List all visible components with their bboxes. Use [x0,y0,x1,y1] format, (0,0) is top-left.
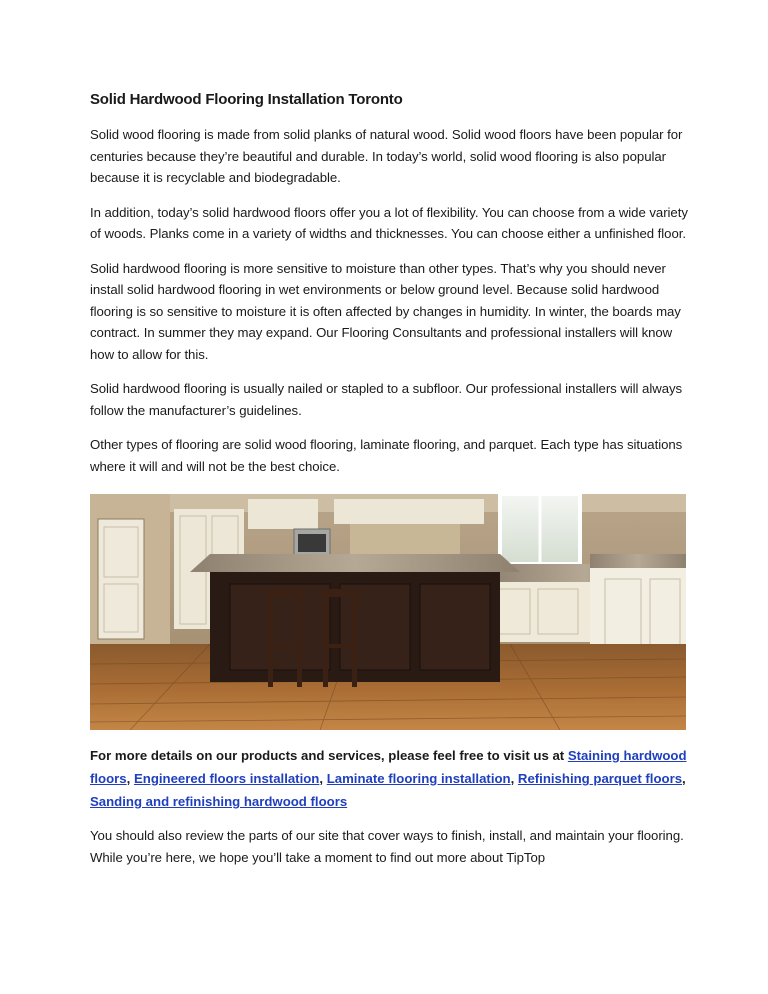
kitchen-hardwood-floor-photo [90,494,686,730]
paragraph-installation: Solid hardwood flooring is usually nailed or stapled to a subfloor. Our professional installers will always follow the manufacturer’s guidelines. [90,381,683,418]
paragraph-flexibility: In addition, today’s solid hardwood floors offer you a lot of flexibility. You can choose from a wide variety of woods. Planks come in a variety of widths and thicknesses. You can choose either a unfinished floor. [90,204,688,241]
paragraph-intro: Solid wood flooring is made from solid planks of natural wood. Solid wood floors have been popular for centuries because they’re beautiful and durable. In today’s world, solid wood flooring is also popular because it is recyclable and biodegradable. [90,127,683,185]
link-refinishing-parquet-floors[interactable]: Refinishing parquet floors [517,771,683,786]
paragraph-moisture: Solid hardwood flooring is more sensitive to moisture than other types. That’s why you should never install solid hardwood flooring in wet environments or below ground level. Because solid hardwood flooring is so sensitive to moisture it is often affected by changes in humidity. In winter, the boards may contract. In summer they may expand. Our Flooring Consultants and professional installers will know how to allow for this. [90,260,681,362]
link-separator: , [682,771,686,786]
link-engineered-floors-installation[interactable]: Engineered floors installation [133,771,320,786]
link-separator: , [319,771,327,786]
document-page [90,90,690,881]
link-laminate-flooring-installation[interactable]: Laminate flooring installation [326,771,511,786]
cta-paragraph [90,744,690,813]
page-title: Solid Hardwood Flooring Installation Toronto [90,91,403,108]
link-sanding-refinishing-hardwood-floors[interactable]: Sanding and refinishing hardwood floors [90,794,348,809]
paragraph-other-types: Other types of flooring are solid wood flooring, laminate flooring, and parquet. Each type has situations where it will and will not be the best choice. [90,437,683,474]
link-staining-hardwood-floors[interactable]: Staining hardwood floors [90,748,687,786]
link-separator: , [510,771,518,786]
cta-intro: For more details on our products and services, please feel free to visit us at [90,748,568,763]
paragraph-closing: You should also review the parts of our site that cover ways to finish, install, and maintain your flooring. While you’re here, we hope you’ll take a moment to find out more about TipTop [90,828,684,865]
link-separator: , [126,771,134,786]
